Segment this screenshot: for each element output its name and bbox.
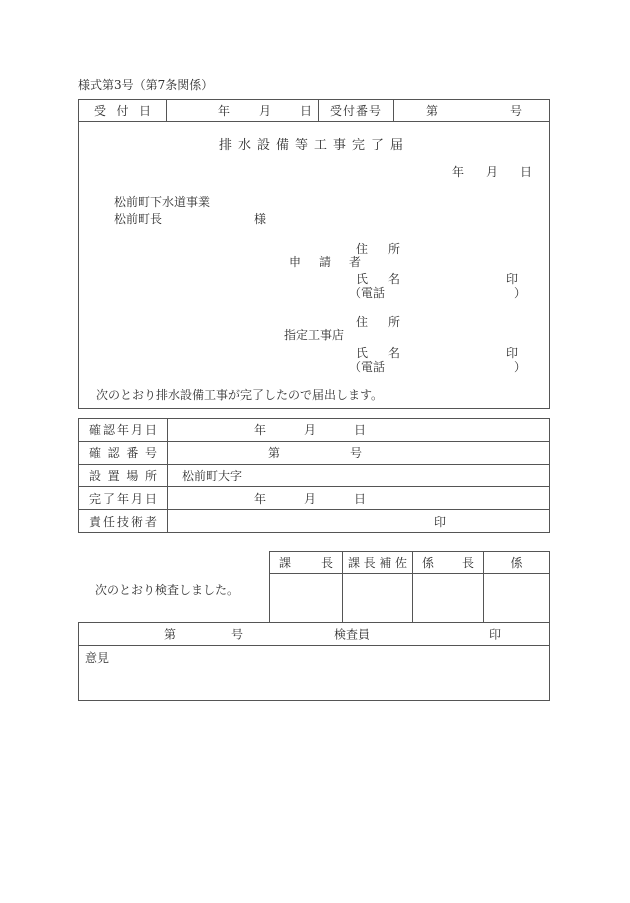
row-value [167,510,549,532]
inspector-label: 検査員 [334,627,371,642]
receipt-date-label: 受付日 [94,104,151,118]
contractor-name-label: 氏名 [356,346,400,360]
row-label: 設置場所 [89,468,157,483]
receipt-number-label: 受付番号 [329,104,382,118]
submission-year: 年 [452,165,465,179]
applicant-address-label: 住所 [356,242,400,256]
approval-stamp-table [269,551,550,623]
approval-stamp-cell [270,574,342,622]
contractor-seal-mark: 印 [506,346,519,360]
row-value [167,442,549,464]
receipt-date-value [218,102,312,119]
completion-month: 月 [303,491,316,506]
receipt-date-month: 月 [258,104,271,118]
table-row-confirm-date [79,419,549,441]
approval-header-deputy-chief: 課長補佐 [348,556,407,570]
applicant-phone-open: （電話 [349,286,386,300]
approval-stamp-cell [342,574,412,622]
receipt-table [78,99,550,122]
receipt-number-suffix: 号 [509,104,522,118]
utility-name: 松前町下水道事業 [114,195,211,209]
mayor-title: 松前町長 [114,212,163,226]
row-label: 責任技術者 [89,514,157,529]
engineer-seal-mark: 印 [434,514,447,529]
approval-stamp-row [270,574,549,622]
result-number-prefix: 第 [164,627,177,642]
contractor-phone-close: ） [514,360,527,374]
row-label: 完了年月日 [89,491,157,506]
form-title: 排水設備等工事完了届 [218,138,409,153]
confirm-date-day: 日 [353,423,366,438]
main-form-box [78,121,550,409]
table-row-confirm-number [79,441,549,464]
confirm-date-month: 月 [303,423,316,438]
confirm-number-prefix: 第 [268,446,281,461]
row-value [167,419,549,441]
honorific: 様 [254,212,267,226]
inspection-result-row [78,622,550,646]
table-row-engineer [79,509,549,532]
applicant-role-label: 申請者 [289,255,361,269]
row-value [167,487,549,509]
approval-header-staff: 係 [510,556,523,570]
result-number-suffix: 号 [231,627,244,642]
contractor-address-label: 住所 [356,315,400,329]
receipt-number-prefix: 第 [426,104,439,118]
location-value: 松前町大字 [182,468,243,483]
opinion-label: 意見 [85,651,110,665]
receipt-date-year: 年 [218,104,231,118]
contractor-role-label: 指定工事店 [284,328,345,342]
opinion-box [78,646,550,701]
completion-day: 日 [353,491,366,506]
row-label: 確認番号 [89,446,157,461]
approval-stamp-cell [483,574,549,622]
confirm-number-suffix: 号 [349,446,362,461]
row-label: 確認年月日 [89,423,157,438]
inspection-statement: 次のとおり検査しました。 [95,583,240,597]
submission-day: 日 [519,165,532,179]
applicant-name-label: 氏名 [356,272,400,286]
receipt-date-value-cell [166,100,318,121]
submission-month: 月 [485,165,498,179]
completion-year: 年 [254,491,267,506]
approval-header-section-chief: 課長 [279,556,333,570]
table-row-location [79,464,549,487]
addressee-line [114,210,314,227]
inspection-result-table [78,622,550,701]
confirm-date-year: 年 [254,423,267,438]
form-number-label: 様式第3号（第7条関係） [78,78,214,92]
contractor-phone-open: （電話 [349,360,386,374]
approval-header-row [270,552,549,574]
confirm-table [78,418,550,533]
applicant-phone-close: ） [514,286,527,300]
applicant-seal-mark: 印 [506,272,519,286]
approval-header-subsection-chief: 係長 [422,556,474,570]
completion-statement: 次のとおり排水設備工事が完了したので届出します。 [96,388,384,402]
submission-date-line [452,163,532,180]
receipt-date-day: 日 [299,104,312,118]
inspector-seal-mark: 印 [489,627,502,642]
receipt-date-label-cell [79,100,166,121]
approval-stamp-cell [412,574,483,622]
receipt-number-label-cell [318,100,393,121]
row-value [167,465,549,487]
table-row-completion-date [79,486,549,509]
receipt-number-value-cell [393,100,549,121]
receipt-number-value [426,102,522,119]
